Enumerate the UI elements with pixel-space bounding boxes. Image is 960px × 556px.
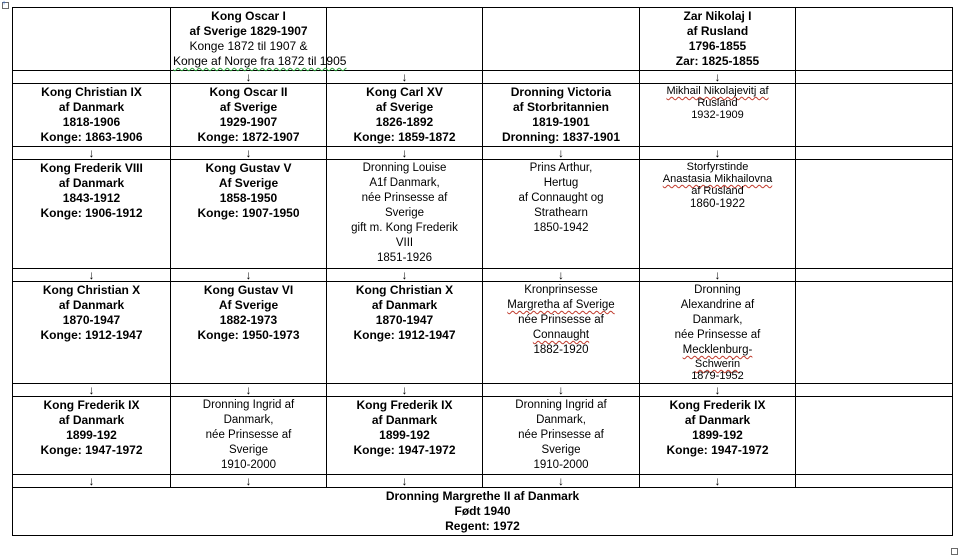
arrow-icon: ↓ <box>483 147 640 160</box>
cell-anastasia: Storfyrstinde Anastasia Mikhailovna af Rusland 1860-1922 <box>640 160 796 269</box>
cell-empty <box>796 8 953 71</box>
cell-gustav-vi: Kong Gustav VI Af Sverige 1882-1973 Konge: 1950-1973 <box>171 282 327 384</box>
cell-christian-x: Kong Christian X af Danmark 1870-1947 Konge: 1912-1947 <box>327 282 483 384</box>
arrow-icon: ↓ <box>640 71 796 84</box>
arrow-row <box>13 147 953 160</box>
arrow-row <box>13 384 953 397</box>
arrow-row <box>13 269 953 282</box>
cell-frederik-viii: Kong Frederik VIII af Danmark 1843-1912 Konge: 1906-1912 <box>13 160 171 269</box>
arrow-icon: ↓ <box>640 269 796 282</box>
table-row <box>13 488 953 536</box>
move-icon[interactable]: + <box>2 0 7 7</box>
arrow-icon: ↓ <box>327 475 483 488</box>
cell-empty <box>483 8 640 71</box>
arrow-row <box>13 71 953 84</box>
cell-empty <box>13 8 171 71</box>
arrow-icon: ↓ <box>171 384 327 397</box>
cell-frederik-ix: Kong Frederik IX af Danmark 1899-192 Konge: 1947-1972 <box>327 397 483 475</box>
table-row <box>13 8 953 71</box>
arrow-icon: ↓ <box>327 269 483 282</box>
table-row <box>13 160 953 269</box>
table-row <box>13 397 953 475</box>
arrow-icon: ↓ <box>171 71 327 84</box>
cell-empty <box>796 160 953 269</box>
arrow-icon: ↓ <box>13 147 171 160</box>
cell-christian-x: Kong Christian X af Danmark 1870-1947 Konge: 1912-1947 <box>13 282 171 384</box>
cell-frederik-ix: Kong Frederik IX af Danmark 1899-192 Konge: 1947-1972 <box>640 397 796 475</box>
table-row <box>13 282 953 384</box>
arrow-icon: ↓ <box>483 269 640 282</box>
cell-empty <box>796 84 953 147</box>
arrow-icon: ↓ <box>640 384 796 397</box>
arrow-row <box>13 475 953 488</box>
cell-zar-nikolaj-i: Zar Nikolaj I af Rusland 1796-1855 Zar: 1825-1855 <box>640 8 796 71</box>
cell-empty <box>327 8 483 71</box>
arrow-icon: ↓ <box>327 147 483 160</box>
arrow-icon: ↓ <box>171 147 327 160</box>
arrow-icon: ↓ <box>13 384 171 397</box>
cell-victoria: Dronning Victoria af Storbritannien 1819-1901 Dronning: 1837-1901 <box>483 84 640 147</box>
arrow-icon: ↓ <box>327 384 483 397</box>
cell-frederik-ix: Kong Frederik IX af Danmark 1899-192 Konge: 1947-1972 <box>13 397 171 475</box>
cell-christian-ix: Kong Christian IX af Danmark 1818-1906 Konge: 1863-1906 <box>13 84 171 147</box>
cell-gustav-v: Kong Gustav V Af Sverige 1858-1950 Konge: 1907-1950 <box>171 160 327 269</box>
arrow-icon: ↓ <box>483 475 640 488</box>
arrow-icon: ↓ <box>640 147 796 160</box>
cell-empty <box>796 397 953 475</box>
arrow-icon: ↓ <box>13 269 171 282</box>
table-row <box>13 84 953 147</box>
cell-mikhail: Mikhail Nikolajevitj af Rusland 1932-1909 <box>640 84 796 147</box>
cell-dronning-alexandrine: Dronning Alexandrine af Danmark, née Prinsesse af Mecklenburg- Schwerin 1879-1952 <box>640 282 796 384</box>
arrow-icon: ↓ <box>171 475 327 488</box>
cell-prins-arthur: Prins Arthur, Hertug af Connaught og Strathearn 1850-1942 <box>483 160 640 269</box>
arrow-icon: ↓ <box>483 384 640 397</box>
cell-oscar-ii: Kong Oscar II af Sverige 1929-1907 Konge: 1872-1907 <box>171 84 327 147</box>
cell-dronning-louise: Dronning Louise A1f Danmark, née Prinsesse af Sverige gift m. Kong Frederik VIII 1851-1926 <box>327 160 483 269</box>
cell-kronprinsesse-margretha: Kronprinsesse Margretha af Sverige née Prinsesse af Connaught 1882-1920 <box>483 282 640 384</box>
arrow-icon: ↓ <box>13 475 171 488</box>
arrow-icon: ↓ <box>171 269 327 282</box>
arrow-icon: ↓ <box>640 475 796 488</box>
cell-dronning-ingrid: Dronning Ingrid af Danmark, née Prinsesse af Sverige 1910-2000 <box>483 397 640 475</box>
cell-kong-oscar-i: Kong Oscar I af Sverige 1829-1907 Konge 1872 til 1907 & Konge af Norge fra 1872 til 1905 <box>171 8 327 71</box>
family-tree-table <box>12 7 953 536</box>
cell-margrethe-ii: Dronning Margrethe II af Danmark Født 1940 Regent: 1972 <box>13 488 953 536</box>
cell-empty <box>796 282 953 384</box>
arrow-icon: ↓ <box>327 71 483 84</box>
cell-carl-xv: Kong Carl XV af Sverige 1826-1892 Konge: 1859-1872 <box>327 84 483 147</box>
cell-dronning-ingrid: Dronning Ingrid af Danmark, née Prinsesse af Sverige 1910-2000 <box>171 397 327 475</box>
table-resize-handle[interactable] <box>951 548 958 555</box>
